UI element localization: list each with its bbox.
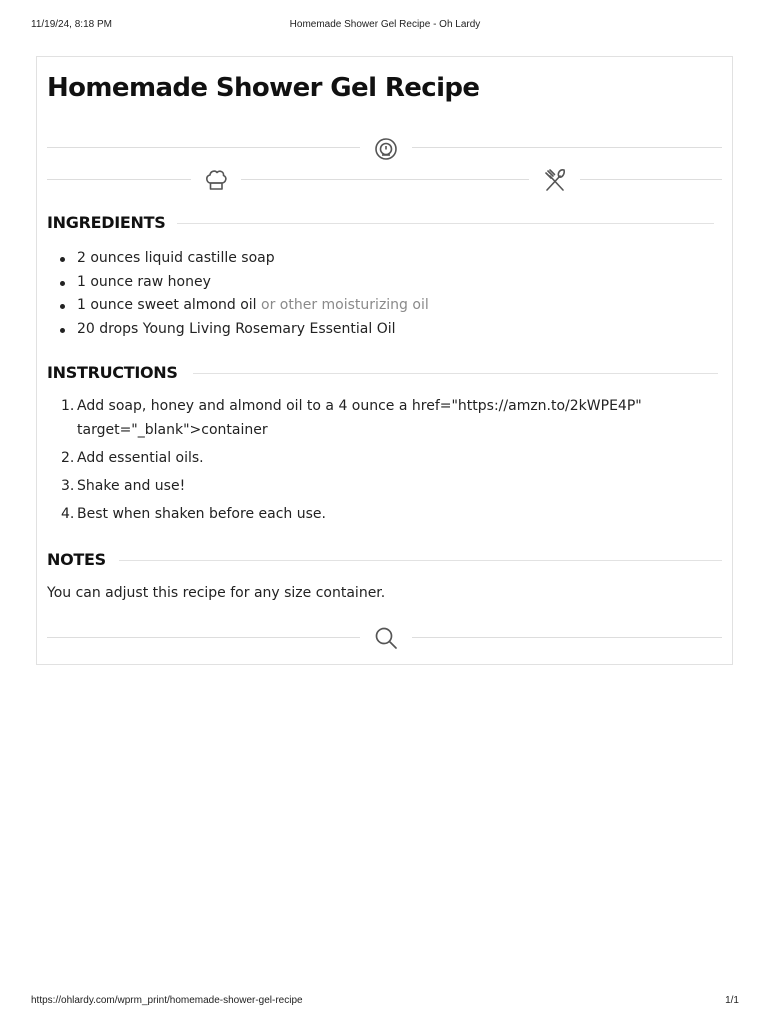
- ingredient-text: 2 ounces liquid castille soap: [77, 250, 275, 266]
- bullet: [60, 304, 65, 309]
- bullet: [60, 281, 65, 286]
- divider: [47, 147, 360, 148]
- instructions-header: [47, 362, 718, 386]
- ingredients-header: [47, 212, 714, 236]
- print-url: https://ohlardy.com/wprm_print/homemade-shower-gel-recipe: [31, 995, 303, 1006]
- print-page-title: Homemade Shower Gel Recipe - Oh Lardy: [289, 19, 481, 30]
- ingredient-text: 1 ounce raw honey: [77, 273, 211, 290]
- print-page-count: 1/1: [725, 995, 739, 1006]
- recipe-meta-row-time: [47, 133, 722, 163]
- divider: [119, 560, 722, 561]
- chef-hat-icon: [202, 166, 230, 194]
- step-text: Shake and use!: [77, 477, 186, 494]
- step-number: 2.: [61, 449, 75, 466]
- step-text: Best when shaken before each use.: [77, 505, 326, 522]
- divider: [412, 147, 722, 148]
- bullet: [60, 257, 65, 262]
- recipe-title: Homemade Shower Gel Recipe: [47, 73, 480, 103]
- print-datetime: 11/19/24, 8:18 PM: [31, 19, 112, 30]
- divider: [241, 179, 529, 180]
- print-footer: [31, 995, 739, 1009]
- print-header: [31, 19, 739, 33]
- step-text: Add soap, honey and almond oil to a 4 ounce a href="https://amzn.to/2kWPE4P" target="_blank">container: [77, 398, 642, 438]
- ingredient-item: [47, 294, 707, 318]
- notes-text: You can adjust this recipe for any size container.: [47, 585, 386, 601]
- notes-header: [47, 549, 722, 573]
- ingredients-list: [47, 247, 707, 341]
- recipe-card: [36, 56, 733, 665]
- divider: [412, 637, 722, 638]
- step-number: 3.: [61, 477, 75, 494]
- step-number: 4.: [61, 505, 75, 522]
- instruction-step: [47, 475, 697, 499]
- ingredient-text: 1 ounce sweet almond oil: [77, 297, 257, 313]
- instruction-step: [47, 503, 697, 527]
- notes-heading: NOTES: [47, 549, 118, 571]
- instructions-heading: INSTRUCTIONS: [47, 362, 190, 384]
- ingredient-text: 20 drops Young Living Rosemary Essential Oil: [77, 320, 396, 337]
- divider: [580, 179, 722, 180]
- divider: [167, 223, 714, 224]
- ingredient-item: [47, 318, 707, 342]
- ingredient-item: [47, 247, 707, 271]
- bullet: [60, 328, 65, 333]
- divider: [47, 179, 191, 180]
- recipe-meta-row-course: [47, 165, 722, 195]
- step-text: Add essential oils.: [77, 449, 204, 466]
- ingredient-item: [47, 271, 707, 295]
- instructions-list: [47, 395, 697, 531]
- recipe-footer-row: [47, 623, 722, 653]
- instruction-step: [47, 447, 697, 471]
- instruction-step: [47, 395, 697, 442]
- search-icon[interactable]: [372, 624, 400, 652]
- step-number: 1.: [61, 398, 75, 414]
- divider: [47, 637, 360, 638]
- timer-icon: [372, 134, 400, 162]
- ingredients-heading: INGREDIENTS: [47, 212, 177, 234]
- divider: [193, 373, 718, 374]
- utensils-icon: [541, 166, 569, 194]
- ingredient-notes: or other moisturizing oil: [256, 297, 429, 313]
